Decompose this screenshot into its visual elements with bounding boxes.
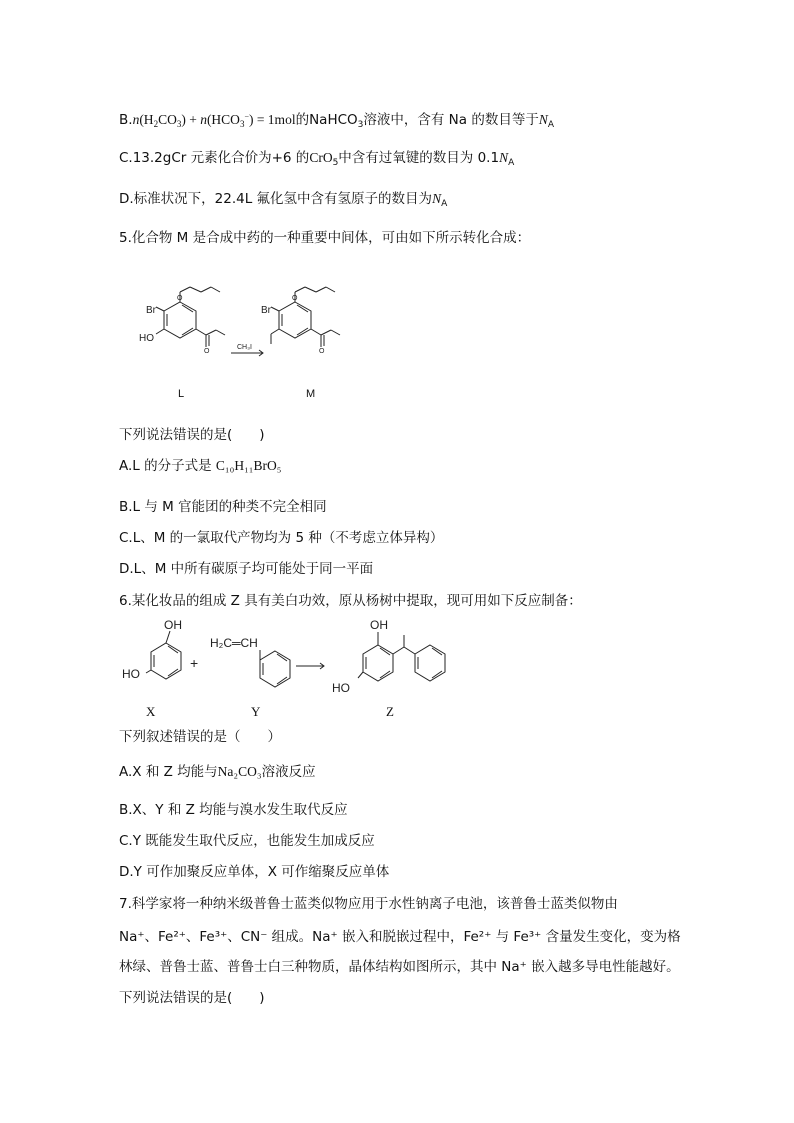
z-ho: HO bbox=[332, 681, 350, 695]
q6-stem: 6.某化妆品的组成 Z 具有美白功效，原从杨树中提取，现可用如下反应制备： bbox=[119, 593, 582, 609]
x-ho: HO bbox=[122, 667, 140, 681]
q4-b-sub: 3 bbox=[357, 120, 364, 130]
q4-d-na: N bbox=[432, 191, 442, 206]
q5-label-l: L bbox=[178, 388, 185, 400]
q5-option-b: B.L 与 M 官能团的种类不完全相同 bbox=[119, 499, 327, 515]
q4-b-mid: 的NaHCO bbox=[295, 112, 358, 128]
q4-b-na: N bbox=[538, 112, 548, 127]
ring-l bbox=[164, 302, 196, 338]
q4-c-na-sub: A bbox=[508, 158, 515, 168]
ring-y bbox=[260, 651, 290, 687]
q5-ask: 下列说法错误的是( ) bbox=[119, 427, 265, 443]
q6-a-tail: 溶液反应 bbox=[261, 764, 316, 780]
q5-option-a bbox=[119, 457, 281, 475]
q6-label-y: Y bbox=[251, 704, 261, 719]
svg-text:O: O bbox=[319, 348, 325, 355]
q5-stem: 5.化合物 M 是合成中药的一种重要中间体，可由如下所示转化合成： bbox=[119, 230, 531, 246]
svg-text:O: O bbox=[204, 348, 210, 355]
q6-option-a bbox=[119, 763, 316, 781]
reagent-label: CH₃I bbox=[237, 344, 252, 351]
x-oh: OH bbox=[164, 618, 182, 632]
q7-line-3: 林绿、普鲁士蓝、普鲁士白三种物质，晶体结构如图所示，其中 Na⁺ 嵌入越多导电性能越好。 bbox=[119, 959, 680, 975]
y-vinyl: H₂C═CH bbox=[210, 636, 258, 650]
q6-label-z: Z bbox=[386, 704, 394, 719]
q5-option-c: C.L、M 的一氯取代产物均为 5 种（不考虑立体异构） bbox=[119, 530, 444, 546]
q4-d-text: D.标准状况下，22.4L 氟化氢中含有氢原子的数目为 bbox=[119, 191, 433, 207]
plus-sign: + bbox=[190, 655, 199, 671]
q4-b-na-sub: A bbox=[547, 120, 555, 130]
m-br: Br bbox=[261, 305, 271, 316]
q4-option-b bbox=[119, 108, 554, 134]
q5-a-pre: A.L 的分子式是 bbox=[119, 458, 212, 474]
q5-label-m: M bbox=[306, 388, 316, 400]
q6-option-c: C.Y 既能发生取代反应，也能发生加成反应 bbox=[119, 833, 375, 849]
q4-c-cro-sub: 5 bbox=[332, 158, 339, 168]
q4-b-prefix: B. bbox=[119, 112, 133, 128]
q4-b-formula: $n(H_2CO_3) + n(HCO_3^-) = 1mol$ bbox=[132, 112, 296, 129]
q6-option-d: D.Y 可作加聚反应单体，X 可作缩聚反应单体 bbox=[119, 864, 390, 880]
q4-option-c bbox=[119, 149, 514, 172]
ring-z2 bbox=[415, 645, 445, 681]
q5-reaction-diagram bbox=[130, 280, 370, 375]
ring-x bbox=[151, 643, 181, 679]
q6-a-pre: A.X 和 Z 均能与 bbox=[119, 764, 218, 780]
q4-c-cro: CrO bbox=[309, 150, 333, 165]
q6-reaction-diagram bbox=[118, 615, 448, 700]
q4-c-pre: C.13.2gCr 元素化合价为+6 的 bbox=[119, 150, 310, 166]
q4-option-d bbox=[119, 190, 447, 213]
svg-text:O: O bbox=[177, 295, 183, 302]
ring-z1 bbox=[363, 645, 393, 681]
q6-a-formula: Na₂CO₃ bbox=[217, 764, 262, 779]
q4-d-na-sub: A bbox=[441, 199, 448, 209]
q6-option-b: B.X、Y 和 Z 均能与溴水发生取代反应 bbox=[119, 802, 348, 818]
q5-option-d: D.L、M 中所有碳原子均可能处于同一平面 bbox=[119, 561, 374, 577]
q6-ask: 下列叙述错误的是（ ） bbox=[119, 729, 281, 745]
svg-text:O: O bbox=[292, 295, 298, 302]
q7-ask: 下列说法错误的是( ) bbox=[119, 990, 265, 1006]
l-ho: HO bbox=[139, 333, 154, 344]
q5-a-formula: C₁₀H₁₁BrO₅ bbox=[215, 458, 282, 473]
ring-m bbox=[279, 302, 311, 338]
q4-c-tail: 中含有过氧键的数目为 0.1 bbox=[338, 150, 500, 166]
q6-label-x: X bbox=[146, 704, 156, 719]
q4-c-na: N bbox=[499, 150, 509, 165]
q7-line-1: 7.科学家将一种纳米级普鲁士蓝类似物应用于水性钠离子电池，该普鲁士蓝类似物由 bbox=[119, 896, 618, 912]
q7-line-2: Na⁺、Fe²⁺、Fe³⁺、CN⁻ 组成。Na⁺ 嵌入和脱嵌过程中，Fe²⁺ 与 Fe³⁺ 含量发生变化，变为格 bbox=[119, 929, 681, 945]
l-br: Br bbox=[146, 305, 156, 316]
q4-b-tail: 溶液中，含有 Na 的数目等于 bbox=[363, 112, 539, 128]
z-oh: OH bbox=[370, 618, 388, 632]
